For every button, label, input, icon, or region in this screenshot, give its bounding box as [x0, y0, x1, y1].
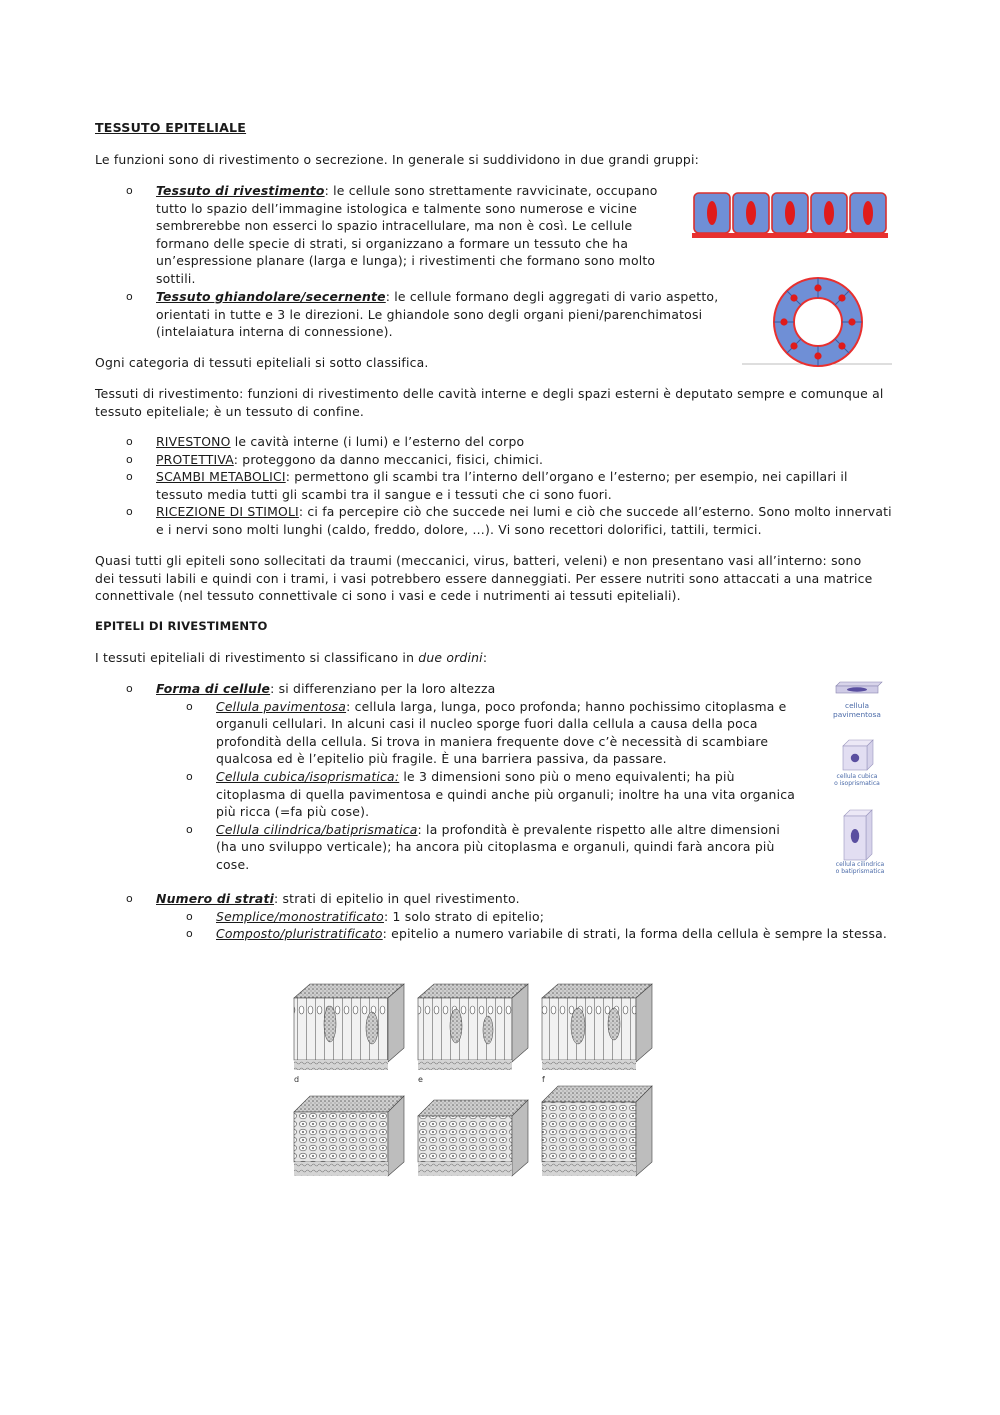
plate-label-d: d [294, 1075, 300, 1084]
forma-line: Forma di cellule: si differenziano per la loro altezza [156, 681, 496, 696]
bullet-icon: o [126, 505, 133, 519]
function-rivestono: RIVESTONO le cavità interne (i lumi) e l’esterno del corpo [156, 434, 525, 449]
classify-paragraph: I tessuti epiteliali di rivestimento si classificano in due ordini: [95, 650, 488, 665]
columnar-cell-icon [844, 810, 872, 860]
function-ricezione: RICEZIONE DI STIMOLI: ci fa percepire ciò che succede nei lumi e ciò che succede all’esterno. Sono molto innervati [156, 504, 892, 520]
bullet-icon: o [126, 452, 133, 466]
bullet-icon: o [186, 822, 193, 836]
section-heading: EPITELI DI RIVESTIMENTO [95, 619, 268, 633]
traumi-paragraph-line: Quasi tutti gli epiteli sono sollecitati da traumi (meccanici, virus, batteri, veleni) e non presentano vasi all’interno: sono [95, 553, 862, 568]
pavimentosa-line: Cellula pavimentosa: cellula larga, lunga, poco profonda; hanno pochissimo citoplasma e [216, 698, 787, 714]
bullet-icon: o [126, 435, 133, 448]
term-ghiandolare: Tessuto ghiandolare/secernente [156, 289, 386, 304]
plate-label-f: f [542, 1075, 545, 1084]
text-line: cose. [216, 857, 250, 872]
text-line: profondità della cellula. Si trova in maniera frequente dove c’è necessità di scambiare [216, 733, 769, 749]
semplice-line: Semplice/monostratificato: 1 solo strato di epitelio; [216, 908, 545, 924]
caption-pavimentosa-1: cellula [845, 701, 869, 710]
strati-line: Numero di strati: strati di epitelio in quel rivestimento. [156, 891, 520, 906]
bullet-icon: o [126, 892, 133, 905]
bullet-icon: o [186, 909, 193, 923]
caption-cilindrica-2: o batiprismatica [835, 868, 885, 875]
lining-epithelium-figure [690, 190, 890, 242]
cilindrica-line: Cellula cilindrica/batiprismatica: la profondità è prevalente rispetto alle altre dimensioni [216, 821, 780, 837]
caption-pavimentosa-2: pavimentosa [833, 710, 881, 719]
term-rivestimento: Tessuto di rivestimento [156, 183, 325, 198]
page-title: TESSUTO EPITELIALE [95, 120, 247, 135]
plate-f [542, 984, 652, 1070]
text-line: (intelaiatura interna di connessione). [156, 324, 393, 340]
traumi-paragraph-line: connettivale (nel tessuto connettivale ci sono i vasi e cede i nutrimenti ai tessuti epiteliali). [95, 588, 681, 604]
plate-label-e: e [418, 1075, 423, 1084]
function-scambi: SCAMBI METABOLICI: permettono gli scambi tra l’interno dell’organo e l’esterno; per esempio, nei capillari il [156, 469, 848, 485]
bullet-icon: o [126, 290, 133, 303]
rivestimento-paragraph-line: Tessuti di rivestimento: funzioni di rivestimento delle cavità interne e degli spazi esterni è deputato sempre e comunque al [95, 386, 884, 401]
text-line: tessuto media tutti gli scambi tra il sangue e i tessuti che ci sono fuori. [156, 486, 612, 502]
bullet-icon: o [186, 927, 193, 941]
intro-paragraph: Le funzioni sono di rivestimento o secrezione. In generale si suddividono in due grandi gruppi: [95, 152, 699, 167]
function-protettiva: PROTETTIVA: proteggono da danno meccanici, fisici, chimici. [156, 451, 544, 467]
text-line: (ha uno sviluppo verticale); ha ancora più citoplasma e organuli, quindi farà ancora più [216, 839, 775, 855]
text-line: tutto lo spazio dell’immagine istologica e talmente sono numerose e vicine [156, 200, 638, 216]
traumi-paragraph-line: dei tessuti labili e quindi con i trami, i vasi potrebbero essere danneggiati. Per essere nutriti sono attaccati a una matrice [95, 570, 873, 586]
plate-e [418, 984, 528, 1070]
group-ghiandolare-line: Tessuto ghiandolare/secernente: le cellule formano degli aggregati di vario aspetto, [156, 289, 719, 304]
plate-stratified-3 [542, 1086, 652, 1176]
plate-stratified-1 [294, 1096, 404, 1176]
caption-cubica-2: o isoprismatica [834, 780, 880, 787]
bullet-icon: o [126, 682, 133, 695]
epithelium-histology-plate [288, 976, 660, 1182]
bullet-icon: o [126, 184, 133, 197]
plate-d [294, 984, 404, 1070]
categoria-paragraph: Ogni categoria di tessuti epiteliali si sotto classifica. [95, 355, 429, 370]
bullet-icon: o [126, 470, 133, 484]
text-line: sembrerebbe non esserci lo spazio intracellulare, ma non è così. Le cellule [156, 218, 633, 234]
plate-stratified-2 [418, 1100, 528, 1176]
text-line: formano delle specie di strati, si organizzano a formare un tessuto che ha [156, 235, 629, 251]
text-line: qualcosa ed è l’epitelio più fragile. È una barriera passiva, da passare. [216, 751, 667, 767]
squamous-cell-icon [836, 682, 882, 693]
caption-cilindrica-1: cellula cilindrica [835, 861, 885, 868]
text-line: citoplasma di quella pavimentosa e quindi anche più organuli; inoltre ha una vita organica [216, 786, 796, 802]
text-line: un’espressione planare (larga e lunga); i rivestimenti che formano sono molto [156, 253, 656, 269]
cell-shapes-figure [818, 680, 898, 880]
gland-acinus-figure [742, 276, 894, 368]
composto-line: Composto/pluristratificato: epitelio a numero variabile di strati, la forma della cellula è sempre la stessa. [216, 926, 888, 942]
text-line: e i nervi sono molti lunghi (caldo, freddo, dolore, …). Vi sono recettori dolorifici, tattili, termici. [156, 522, 762, 537]
bullet-icon: o [186, 770, 193, 783]
bullet-icon: o [186, 699, 193, 713]
text-line: organuli cellulari. In alcuni casi il nucleo sporge fuori dalla cellula a causa della poca [216, 716, 758, 732]
cubica-line: Cellula cubica/isoprismatica: le 3 dimensioni sono più o meno equivalenti; ha più [216, 769, 735, 784]
text-line: orientati in tutte e 3 le direzioni. Le ghiandole sono degli organi pieni/parenchimatosi [156, 306, 703, 322]
text-line: più ricca (=fa più cose). [216, 804, 370, 820]
rivestimento-paragraph-line: tessuto epiteliale; è un tessuto di confine. [95, 403, 365, 419]
text-line: sottili. [156, 271, 196, 286]
caption-cubica-1: cellula cubica [836, 773, 878, 780]
group-rivestimento-line: Tessuto di rivestimento: le cellule sono strettamente ravvicinate, occupano [156, 183, 658, 198]
cuboidal-cell-icon [843, 740, 873, 770]
